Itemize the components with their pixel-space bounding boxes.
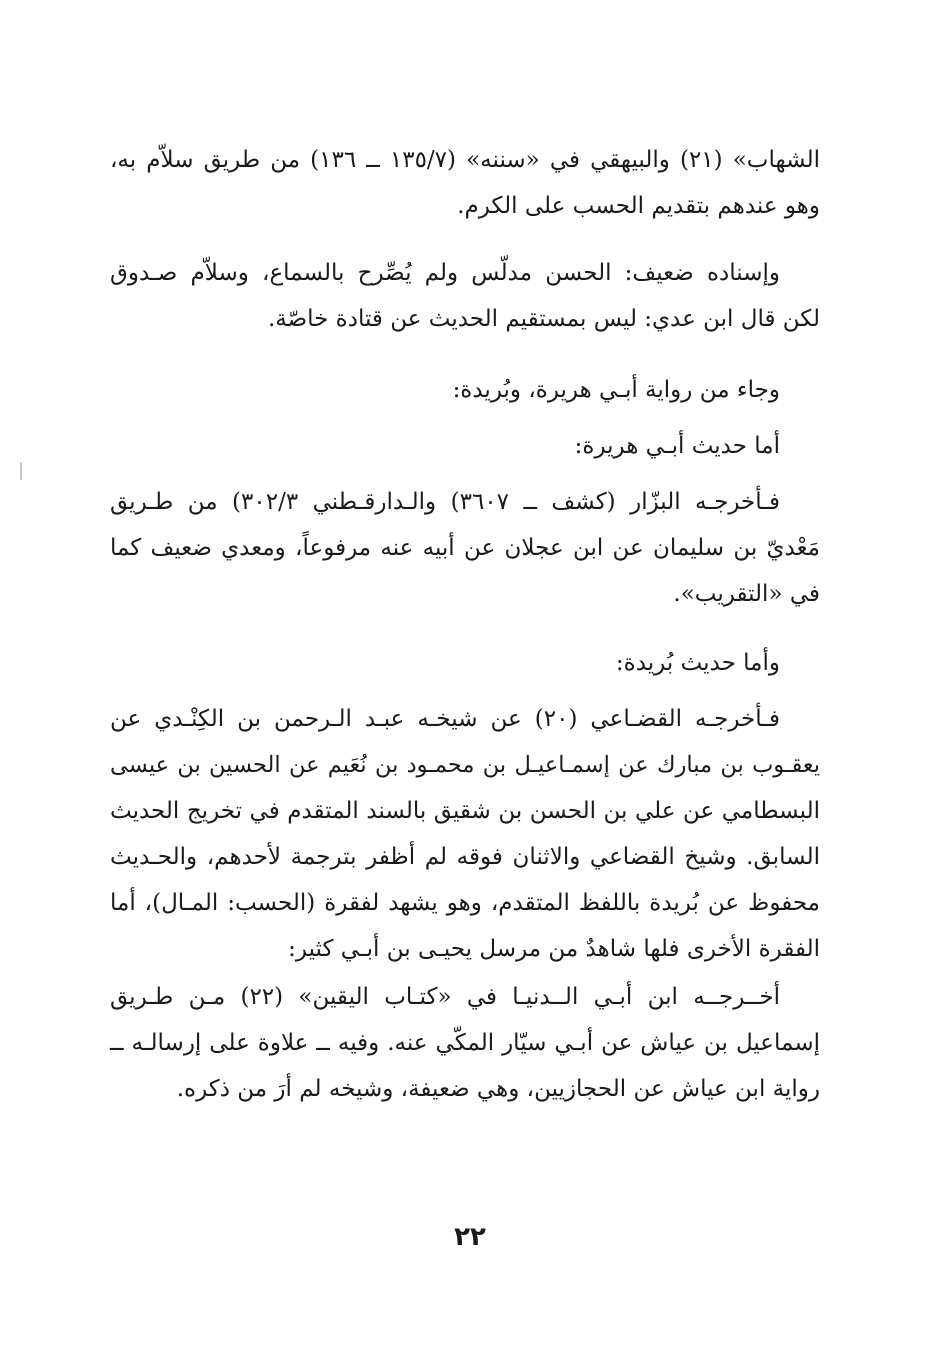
text-line: وأما حديث بُريدة: bbox=[615, 650, 780, 676]
text-line: فـأخرجـه البزّار (كشف ــ ٣٦٠٧) والـدارقـطني ٣٠٢/٣) من طـريق bbox=[110, 489, 780, 515]
text-line: أما حديث أبـي هريرة: bbox=[574, 433, 780, 459]
text-line: رواية ابن عياش عن الحجازيين، وهي ضعيفة، وشيخه لم أرَ من ذكره. bbox=[176, 1076, 820, 1102]
heading-abu-hurayra bbox=[110, 423, 820, 469]
text-line: الفقرة الأخرى فلها شاهدٌ من مرسل يحيـى بن أبـي كثير: bbox=[288, 936, 820, 962]
text-line: مَعْديّ بن سليمان عن ابن عجلان عن أبيه عنه مرفوعاً، ومعدي ضعيف كما bbox=[110, 535, 820, 561]
text-line: وإسناده ضعيف: الحسن مدلّس ولم يُصِّرح بالسماع، وسلاّم صـدوق bbox=[110, 260, 780, 286]
text-line: إسماعيل بن عياش عن أبـي سيّار المكّي عنه. وفيه ــ علاوة على إرسالـه ــ bbox=[110, 1030, 820, 1056]
page-number: ٢٢ bbox=[454, 1222, 486, 1252]
paragraph-ibn-abi-dunya bbox=[110, 974, 820, 1112]
text-line: يعقـوب بن مبارك عن إسمـاعيـل بن محمـود بن نُعَيم عن الحسين بن عيسى bbox=[110, 752, 820, 778]
text-line: وهو عندهم بتقديم الحسب على الكرم. bbox=[457, 193, 820, 219]
text-line: البسطامي عن علي بن الحسن بن شقيق بالسند المتقدم في تخريج الحديث bbox=[110, 798, 820, 824]
text-line: أخــرجــه ابن أبـي الــدنيـا في «كتـاب اليقين» (٢٢) مـن طـريق bbox=[110, 984, 780, 1010]
paragraph-shihab-bayhaqi bbox=[110, 137, 820, 229]
paragraph-narrations-intro bbox=[110, 367, 820, 413]
text-line: في «التقريب». bbox=[673, 581, 820, 607]
heading-burayda bbox=[110, 640, 820, 686]
text-line: لكن قال ابن عدي: ليس بمستقيم الحديث عن قتادة خاصّة. bbox=[267, 306, 820, 332]
paragraph-isnad-daif bbox=[110, 250, 820, 342]
text-line: فـأخرجـه القضـاعي (٢٠) عن شيخـه عبـد الـرحمن بن الكِنْـدي عن bbox=[110, 706, 780, 732]
text-line: وجاء من رواية أبـي هريرة، وبُريدة: bbox=[452, 377, 780, 403]
text-line: محفوظ عن بُريدة باللفظ المتقدم، وهو يشهد لفقرة (الحسب: المـال)، أما bbox=[110, 890, 820, 916]
text-line: الشهاب» (٢١) والبيهقي في «سننه» (١٣٥/٧ ــ ١٣٦) من طريق سلاّم به، bbox=[110, 147, 820, 173]
paragraph-bazzar-takhrij bbox=[110, 479, 820, 617]
paragraph-qudai-takhrij bbox=[110, 696, 820, 972]
scan-margin-mark bbox=[20, 462, 22, 480]
text-line: السابق. وشيخ القضاعي والاثنان فوقه لم أظفر بترجمة لأحدهم، والحـديث bbox=[110, 844, 820, 870]
